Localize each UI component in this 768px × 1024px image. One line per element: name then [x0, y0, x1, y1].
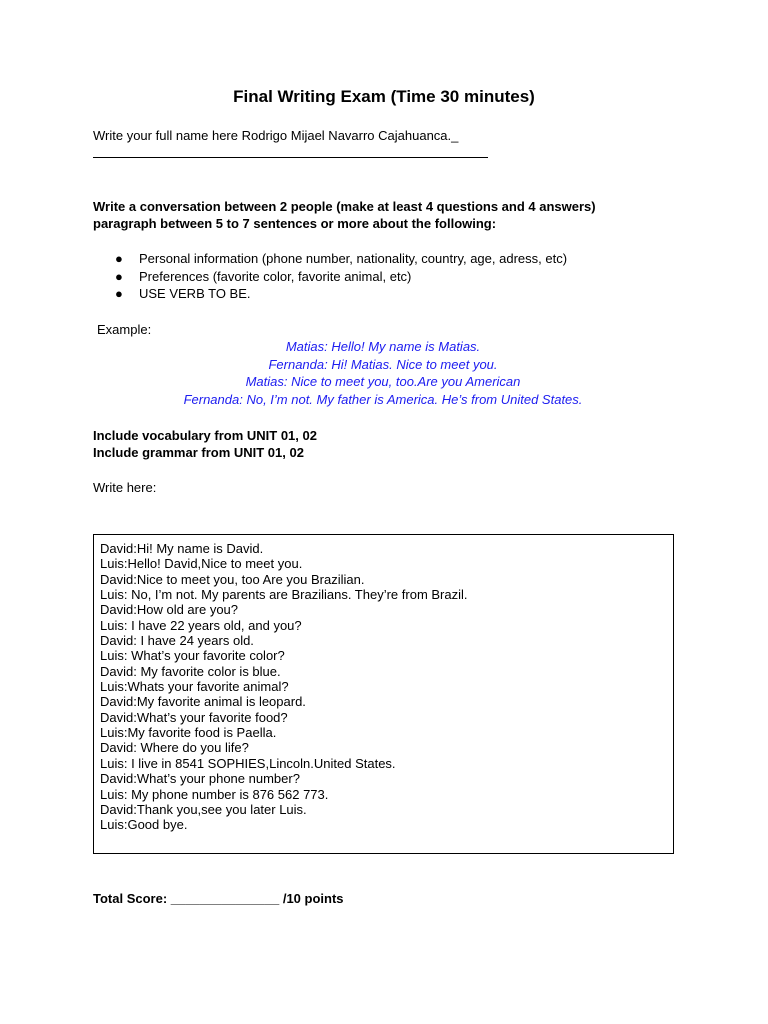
answer-line: David:What’s your phone number? — [100, 771, 300, 787]
answer-line: Luis:Good bye. — [100, 817, 188, 833]
answer-line: Luis: I have 22 years old, and you? — [100, 617, 302, 633]
answer-line: Luis:Hello! David,Nice to meet you. — [100, 556, 303, 572]
bullet-icon: ● — [115, 286, 123, 301]
instruction-line-1: Write a conversation between 2 people (make at least 4 questions and 4 answers) — [93, 199, 596, 214]
answer-line: David: My favorite color is blue. — [100, 663, 281, 679]
instruction-line-2: paragraph between 5 to 7 sentences or more about the following: — [93, 216, 497, 231]
answer-line: David:What’s your favorite food? — [100, 709, 288, 725]
page-title: Final Writing Exam (Time 30 minutes) — [233, 87, 535, 106]
list-item-text: Personal information (phone number, nationality, country, age, adress, etc) — [139, 251, 568, 266]
example-conversation — [93, 338, 673, 408]
answer-line: David: Where do you life? — [100, 740, 249, 756]
requirements-list — [93, 250, 567, 303]
answer-line: Luis: What’s your favorite color? — [100, 648, 285, 664]
answer-line: Luis: I live in 8541 SOPHIES,Lincoln.United States. — [100, 755, 396, 771]
write-here-label: Write here: — [93, 480, 157, 495]
answer-line: David:Thank you,see you later Luis. — [100, 801, 307, 817]
total-score: Total Score: _______________ /10 points — [93, 891, 344, 906]
bullet-icon: ● — [115, 251, 123, 266]
name-underline — [93, 157, 488, 158]
answer-line: Luis: My phone number is 876 562 773. — [100, 786, 329, 802]
example-label: Example: — [97, 322, 152, 337]
list-item — [93, 285, 567, 303]
answer-line: David:Nice to meet you, too Are you Brazilian. — [100, 571, 365, 587]
include-vocabulary: Include vocabulary from UNIT 01, 02 — [93, 428, 317, 443]
full-name-line: Write your full name here Rodrigo Mijael Navarro Cajahuanca._ — [93, 128, 459, 143]
include-grammar: Include grammar from UNIT 01, 02 — [93, 445, 304, 460]
answer-line: Luis: No, I’m not. My parents are Brazilians. They’re from Brazil. — [100, 587, 468, 603]
example-line: Matias: Nice to meet you, too.Are you American — [245, 374, 521, 390]
list-item — [93, 268, 567, 286]
list-item-text: Preferences (favorite color, favorite animal, etc) — [139, 268, 412, 284]
example-line: Matias: Hello! My name is Matias. — [285, 339, 481, 354]
bullet-icon: ● — [115, 268, 123, 284]
answer-line: Luis:Whats your favorite animal? — [100, 679, 289, 695]
answer-line: David:Hi! My name is David. — [100, 541, 264, 556]
answer-line: David:How old are you? — [100, 602, 239, 618]
example-line: Fernanda: No, I’m not. My father is America. He’s from United States. — [183, 391, 583, 407]
example-line: Fernanda: Hi! Matias. Nice to meet you. — [268, 356, 498, 372]
list-item — [93, 250, 567, 268]
list-item-text: USE VERB TO BE. — [139, 286, 251, 301]
answer-line: David:My favorite animal is leopard. — [100, 694, 306, 710]
answer-line: David: I have 24 years old. — [100, 633, 254, 649]
answer-line: Luis:My favorite food is Paella. — [100, 725, 277, 741]
answer-box — [93, 534, 674, 854]
